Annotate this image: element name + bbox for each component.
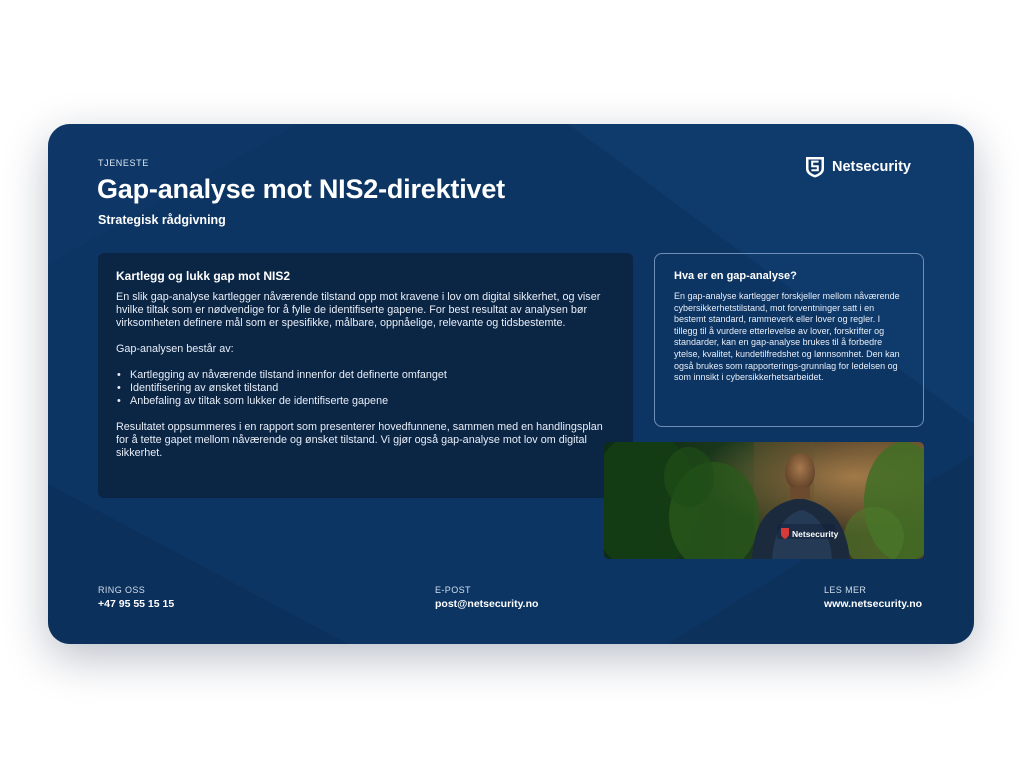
vest-logo-text: Netsecurity xyxy=(792,529,839,539)
website-link[interactable]: www.netsecurity.no xyxy=(824,598,923,610)
definition-heading: Hva er en gap-analyse? xyxy=(674,270,797,282)
definition-panel xyxy=(654,253,924,427)
analysis-steps-list xyxy=(116,369,615,408)
website-contact xyxy=(824,585,922,610)
email-link[interactable]: post@netsecurity.no xyxy=(435,598,539,610)
section-eyebrow: TJENESTE xyxy=(98,158,149,168)
consultant-photo xyxy=(604,442,924,559)
email-contact xyxy=(435,585,538,610)
list-item: • Identifisering av ønsket tilstand xyxy=(117,382,279,394)
phone-label: RING OSS xyxy=(98,585,146,595)
bullet-icon: • xyxy=(117,369,121,381)
list-item: • Anbefaling av tiltak som lukker de identifiserte gapene xyxy=(117,395,389,407)
main-paragraph-3: Resultatet oppsummeres i en rapport som presenterer hovedfunnene, sammen med en handlingsplan for å tette gapet mellom nåværende og ønsket tilstand. Vi gjør også gap-analyse mot lov om digital sikkerhet. xyxy=(116,421,603,459)
shield-s-logo-icon xyxy=(805,156,825,178)
list-item: • Kartlegging av nåværende tilstand innenfor det definerte omfanget xyxy=(117,369,447,381)
brand-name: Netsecurity xyxy=(832,159,911,175)
definition-text: En gap-analyse kartlegger forskjeller mellom nåværende cybersikkerhetstilstand, mot forventninger satt i en bestemt standard, rammeverk eller lover og regler. I tillegg til å vurdere etterlevelse av lover, forskrifter og standarder, kan en gap-analyse brukes til å forbedre ytelse, kvalitet, kundetilfredshet og lønnsomhet. Den kan også brukes som rapporterings-grunnlag for ledelsen og som innsikt i cybersikkerhetsarbeidet. xyxy=(674,291,900,383)
main-content-panel xyxy=(98,253,633,498)
brand-logo[interactable] xyxy=(805,155,911,179)
email-label: E-POST xyxy=(435,585,471,595)
page-title: Gap-analyse mot NIS2-direktivet xyxy=(97,174,505,204)
phone-link[interactable]: +47 95 55 15 15 xyxy=(98,598,175,610)
bullet-icon: • xyxy=(117,395,121,407)
main-paragraph-2: Gap-analysen består av: xyxy=(116,343,234,355)
service-card xyxy=(48,124,974,644)
photo-illustration xyxy=(604,442,924,559)
main-paragraph-1: En slik gap-analyse kartlegger nåværende tilstand opp mot kravene i lov om digital sikkerhet, og viser hvilke tiltak som er nødvendige for å fylle de identifiserte gapene. For best resultat av analysen bør virksomheten definere mål som er spesifikke, målbare, oppnåelige, relevante og tidsbestemte. xyxy=(116,291,601,329)
phone-contact xyxy=(98,585,174,610)
main-heading: Kartlegg og lukk gap mot NIS2 xyxy=(116,269,291,283)
bullet-icon: • xyxy=(117,382,121,394)
website-label: LES MER xyxy=(824,585,867,595)
page-subtitle: Strategisk rådgivning xyxy=(98,213,226,227)
